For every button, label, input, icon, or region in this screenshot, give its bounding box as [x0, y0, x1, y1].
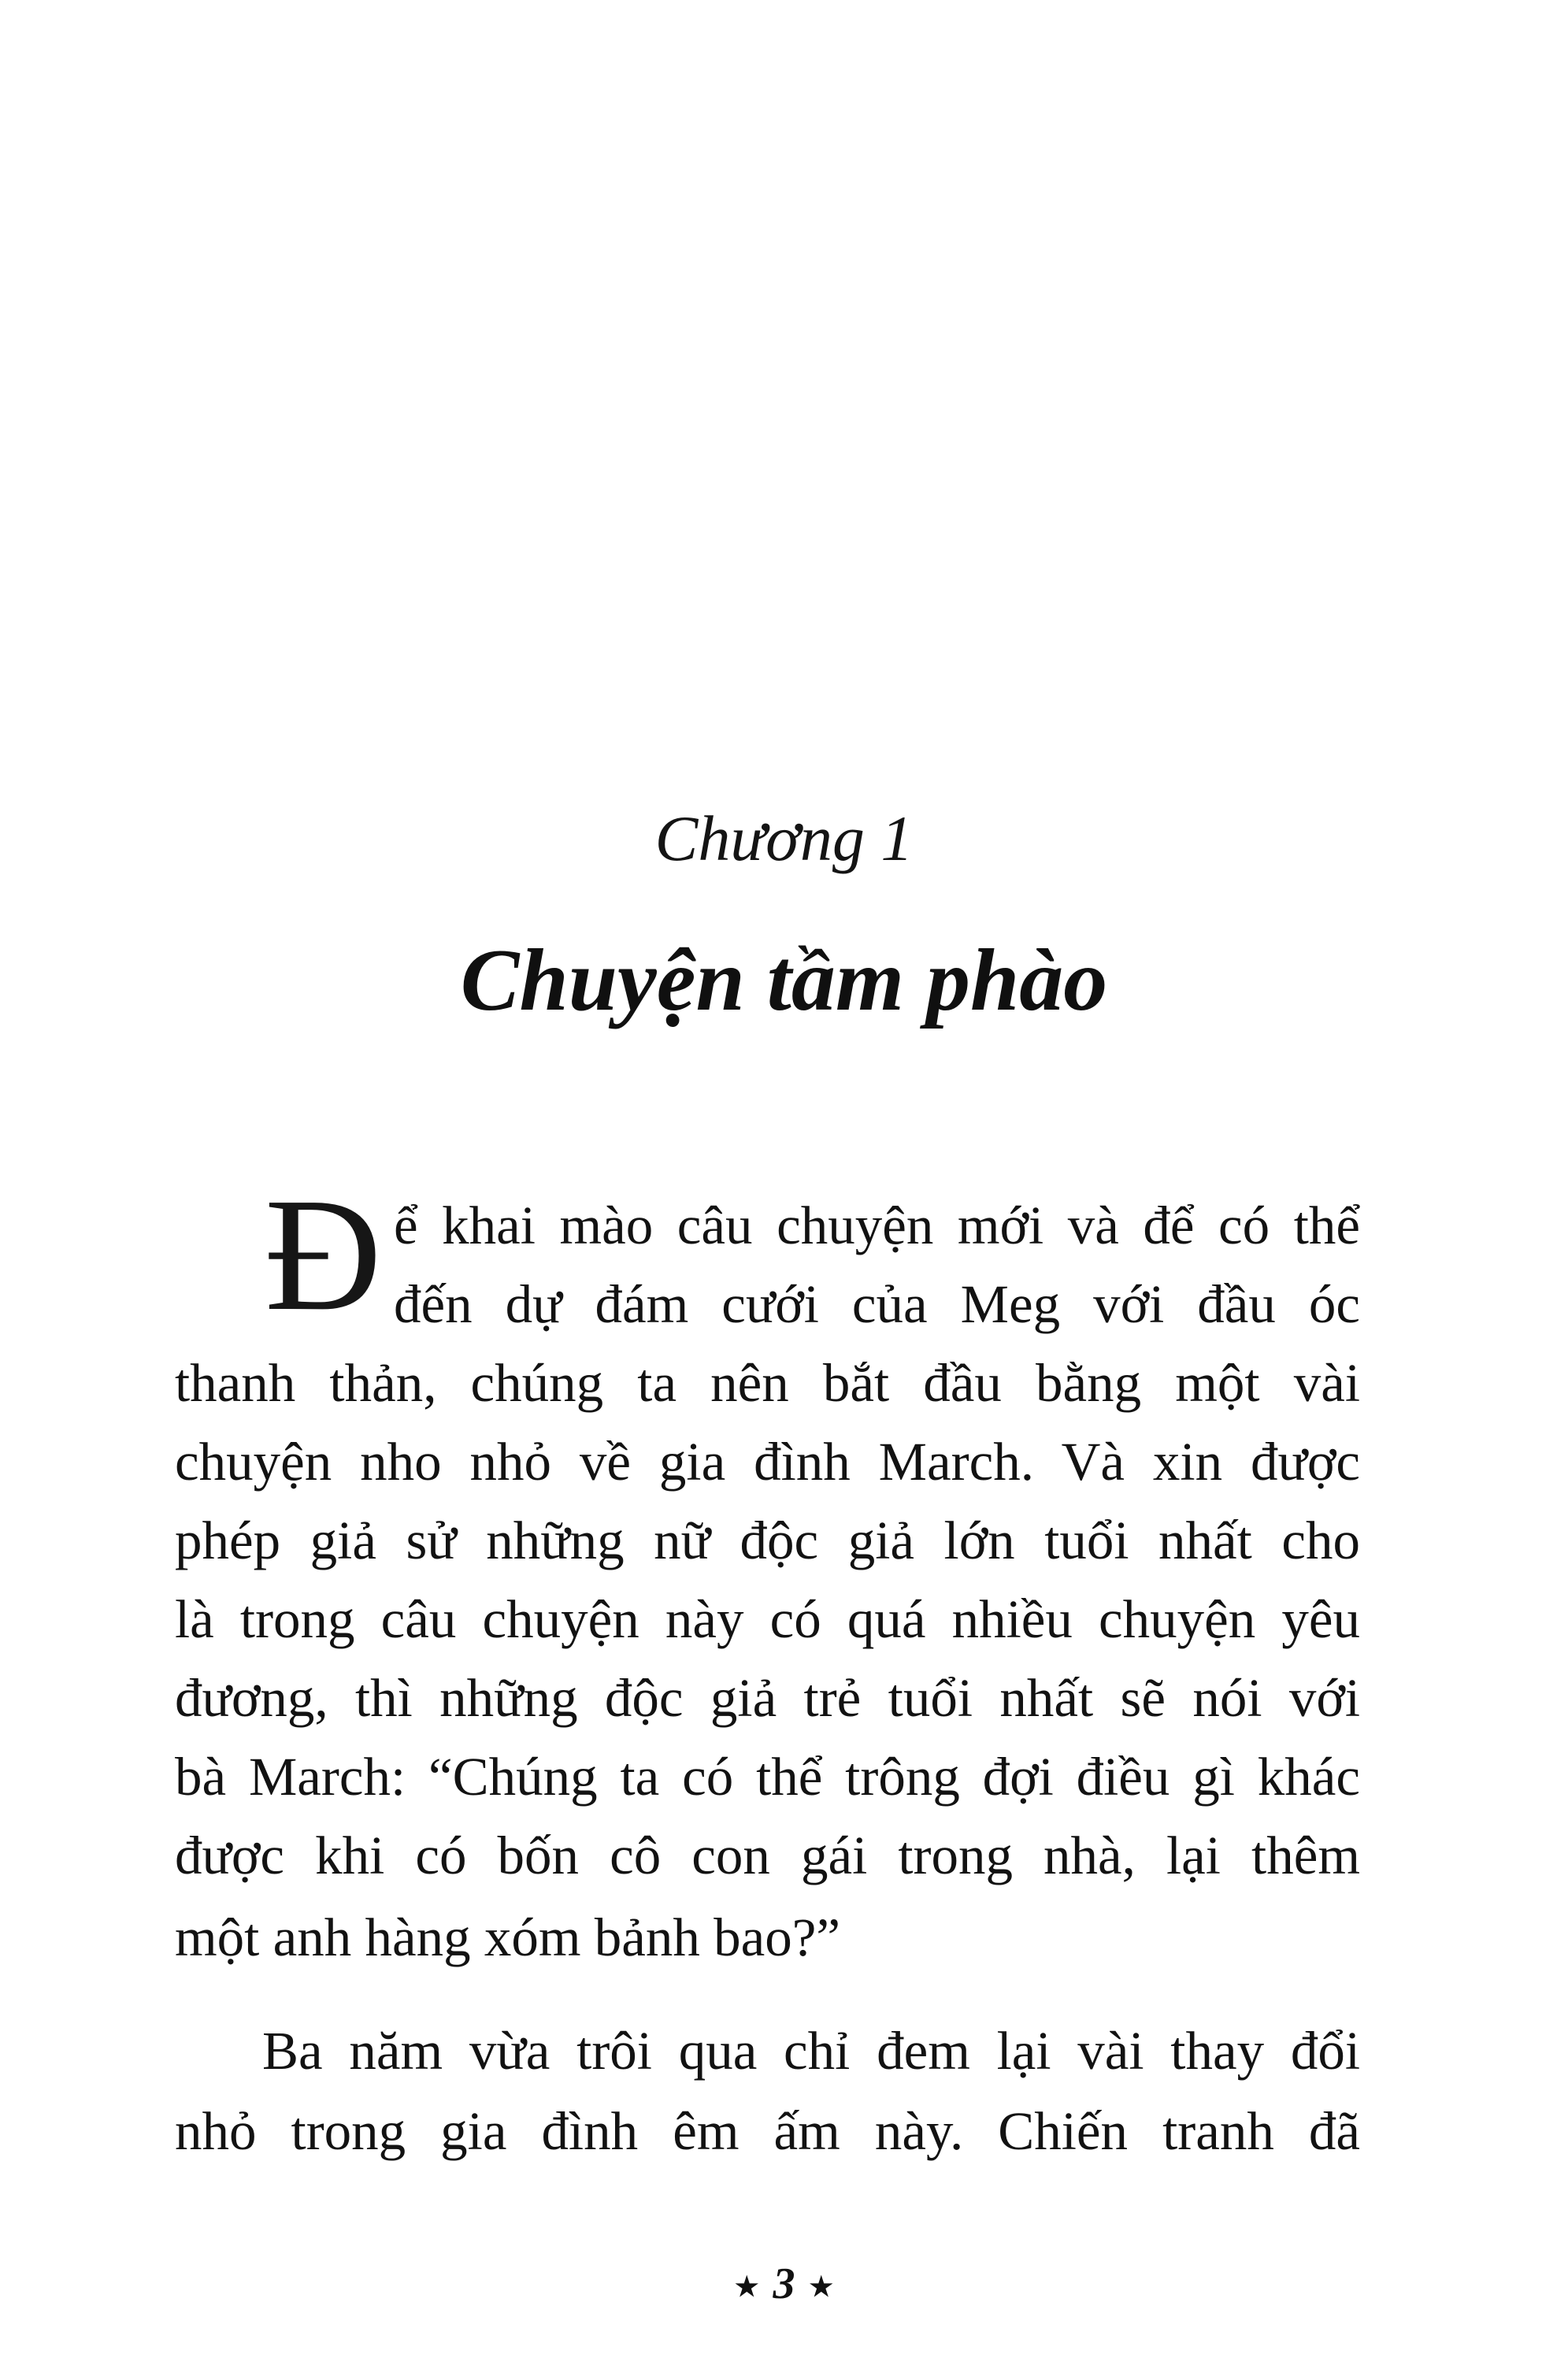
body-line: đến dự đám cưới của Meg với đầu óc: [394, 1274, 1360, 1334]
body-line: thanh thản, chúng ta nên bắt đầu bằng một vài: [175, 1353, 1360, 1413]
body-line: Ba năm vừa trôi qua chỉ đem lại vài thay đổi: [262, 2021, 1360, 2081]
star-icon: ★: [809, 2273, 833, 2303]
drop-cap: Đ: [265, 1164, 382, 1344]
star-icon: ★: [735, 2273, 759, 2303]
page-number: 3: [773, 2259, 795, 2308]
body-line: phép giả sử những nữ độc giả lớn tuổi nhất cho: [175, 1511, 1360, 1570]
body-line: ể khai mào câu chuyện mới và để có thể: [394, 1195, 1360, 1255]
chapter-label: Chương 1: [654, 803, 914, 874]
chapter-title: Chuyện tầm phào: [460, 932, 1108, 1029]
body-line: đương, thì những độc giả trẻ tuổi nhất sẽ nói với: [175, 1668, 1360, 1728]
body-line: nhỏ trong gia đình êm ấm này. Chiến tranh đã: [175, 2101, 1360, 2161]
body-line: là trong câu chuyện này có quá nhiều chuyện yêu: [175, 1589, 1360, 1649]
body-line: một anh hàng xóm bảnh bao?”: [175, 1907, 841, 1967]
body-line: bà March: “Chúng ta có thể trông đợi điều gì khác: [175, 1747, 1360, 1807]
body-line: chuyện nho nhỏ về gia đình March. Và xin được: [175, 1432, 1360, 1492]
page-number-footer: [0, 2252, 1568, 2315]
body-line: được khi có bốn cô con gái trong nhà, lại thêm: [175, 1826, 1360, 1885]
